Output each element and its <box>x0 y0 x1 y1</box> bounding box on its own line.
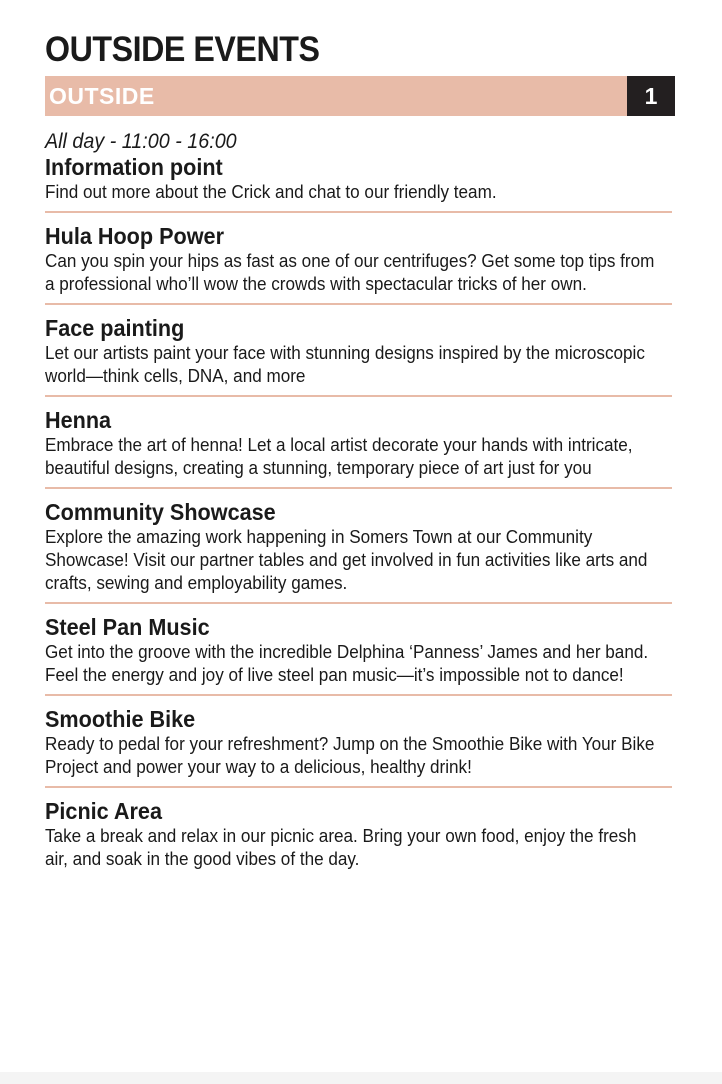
events-page <box>45 30 675 870</box>
divider <box>45 602 672 604</box>
event-title: Picnic Area <box>45 798 162 824</box>
event-description: Explore the amazing work happening in Somers Town at our Community Showcase! Visit our partner tables and get involved in fun activities like arts and crafts, sewing and employability games. <box>45 526 648 593</box>
event-item <box>45 223 672 295</box>
event-title: Hula Hoop Power <box>45 223 224 249</box>
event-item <box>45 154 672 203</box>
event-description: Get into the groove with the incredible Delphina ‘Panness’ James and her band. Feel the energy and joy of live steel pan music—it’s impossible not to dance! <box>45 641 649 685</box>
event-item <box>45 315 672 387</box>
section-label: OUTSIDE <box>45 76 627 116</box>
page-bottom-edge <box>0 1072 722 1084</box>
divider <box>45 786 672 788</box>
event-item <box>45 614 672 686</box>
divider <box>45 487 672 489</box>
event-title: Smoothie Bike <box>45 706 196 732</box>
time-range: All day - 11:00 - 16:00 <box>45 130 237 153</box>
divider <box>45 303 672 305</box>
divider <box>45 694 672 696</box>
event-description: Let our artists paint your face with stunning designs inspired by the microscopic world—think cells, DNA, and more <box>45 342 645 386</box>
event-title: Steel Pan Music <box>45 614 210 640</box>
section-band <box>45 76 675 116</box>
event-description: Can you spin your hips as fast as one of our centrifuges? Get some top tips from a professional who’ll wow the crowds with spectacular tricks of her own. <box>45 250 655 294</box>
event-title: Community Showcase <box>45 499 276 525</box>
divider <box>45 211 672 213</box>
page-title: OUTSIDE EVENTS <box>45 30 320 69</box>
section-number-badge: 1 <box>627 76 675 116</box>
event-item <box>45 499 672 594</box>
event-description: Embrace the art of henna! Let a local artist decorate your hands with intricate, beautiful designs, creating a stunning, temporary piece of art just for you <box>45 434 633 478</box>
event-description: Take a break and relax in our picnic area. Bring your own food, enjoy the fresh air, and soak in the good vibes of the day. <box>45 825 637 869</box>
divider <box>45 395 672 397</box>
event-description: Find out more about the Crick and chat to our friendly team. <box>45 181 497 202</box>
event-item <box>45 798 672 870</box>
event-title: Face painting <box>45 315 185 341</box>
event-title: Henna <box>45 407 112 433</box>
event-item <box>45 706 672 778</box>
event-title: Information point <box>45 154 223 180</box>
event-item <box>45 407 672 479</box>
event-description: Ready to pedal for your refreshment? Jump on the Smoothie Bike with Your Bike Project and power your way to a delicious, healthy drink! <box>45 733 655 777</box>
